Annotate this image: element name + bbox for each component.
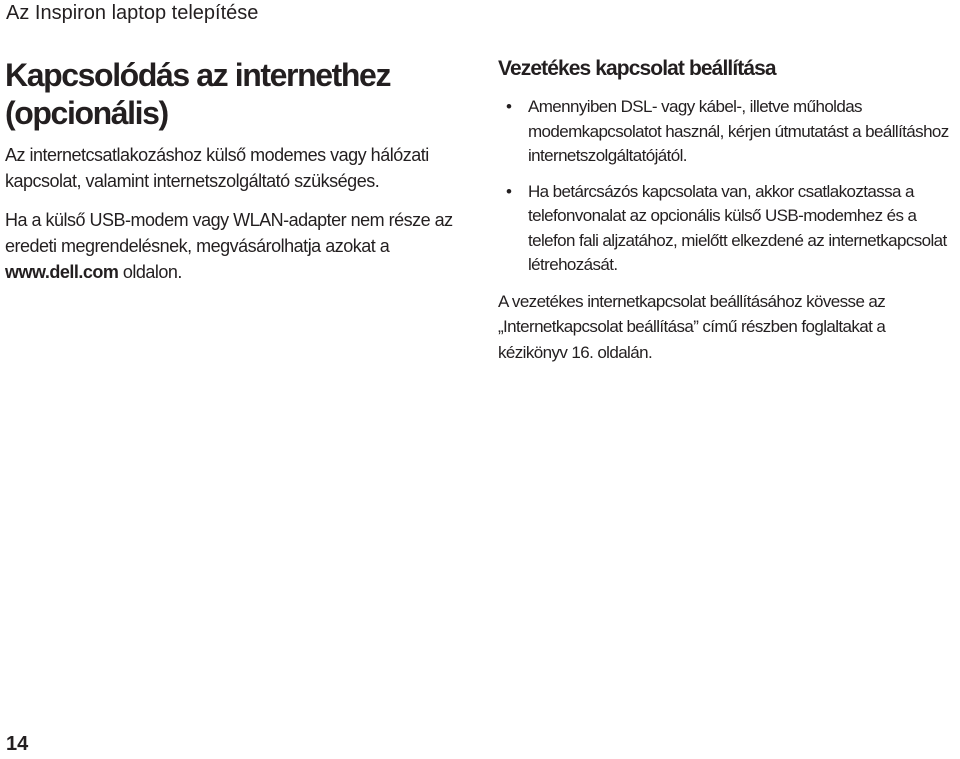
usb-paragraph-text: Ha a külső USB-modem vagy WLAN-adapter nem része az eredeti megrendelésnek, megvásárolhatja azokat a bbox=[5, 210, 453, 256]
closing-paragraph: A vezetékes internetkapcsolat beállításához kövesse az „Internetkapcsolat beállítása” című részben foglaltakat a kézikönyv 16. oldalán. bbox=[498, 291, 886, 362]
wired-bullet-list bbox=[498, 95, 958, 278]
page-number: 14 bbox=[6, 733, 29, 755]
right-column bbox=[498, 55, 958, 365]
wired-connection-heading: Vezetékes kapcsolat beállítása bbox=[498, 57, 776, 80]
list-item bbox=[498, 95, 958, 169]
bullet-icon: • bbox=[506, 181, 512, 201]
list-item bbox=[498, 180, 958, 278]
section-title: Kapcsolódás az internethez (opcionális) bbox=[5, 57, 391, 131]
usb-paragraph-suffix: oldalon. bbox=[118, 262, 182, 282]
running-header: Az Inspiron laptop telepítése bbox=[6, 2, 259, 24]
usb-modem-paragraph bbox=[5, 207, 460, 285]
left-column bbox=[5, 142, 460, 298]
intro-paragraph: Az internetcsatlakozáshoz külső modemes vagy hálózati kapcsolat, valamint internetszolgáltató szükséges. bbox=[5, 145, 429, 191]
dell-website-link[interactable]: www.dell.com bbox=[5, 262, 119, 282]
bullet-icon: • bbox=[506, 97, 512, 116]
list-item-text: Ha betárcsázós kapcsolata van, akkor csatlakoztassa a telefonvonalat az opcionális külső USB-modemhez és a telefon fali aljzatához, mielőtt elkezdené az internetkapcsolat létrehozását. bbox=[528, 181, 947, 274]
list-item-text: Amennyiben DSL- vagy kábel-, illetve műholdas modemkapcsolatot használ, kérjen útmutatást a beállításhoz internetszolgáltatójától. bbox=[528, 97, 949, 165]
